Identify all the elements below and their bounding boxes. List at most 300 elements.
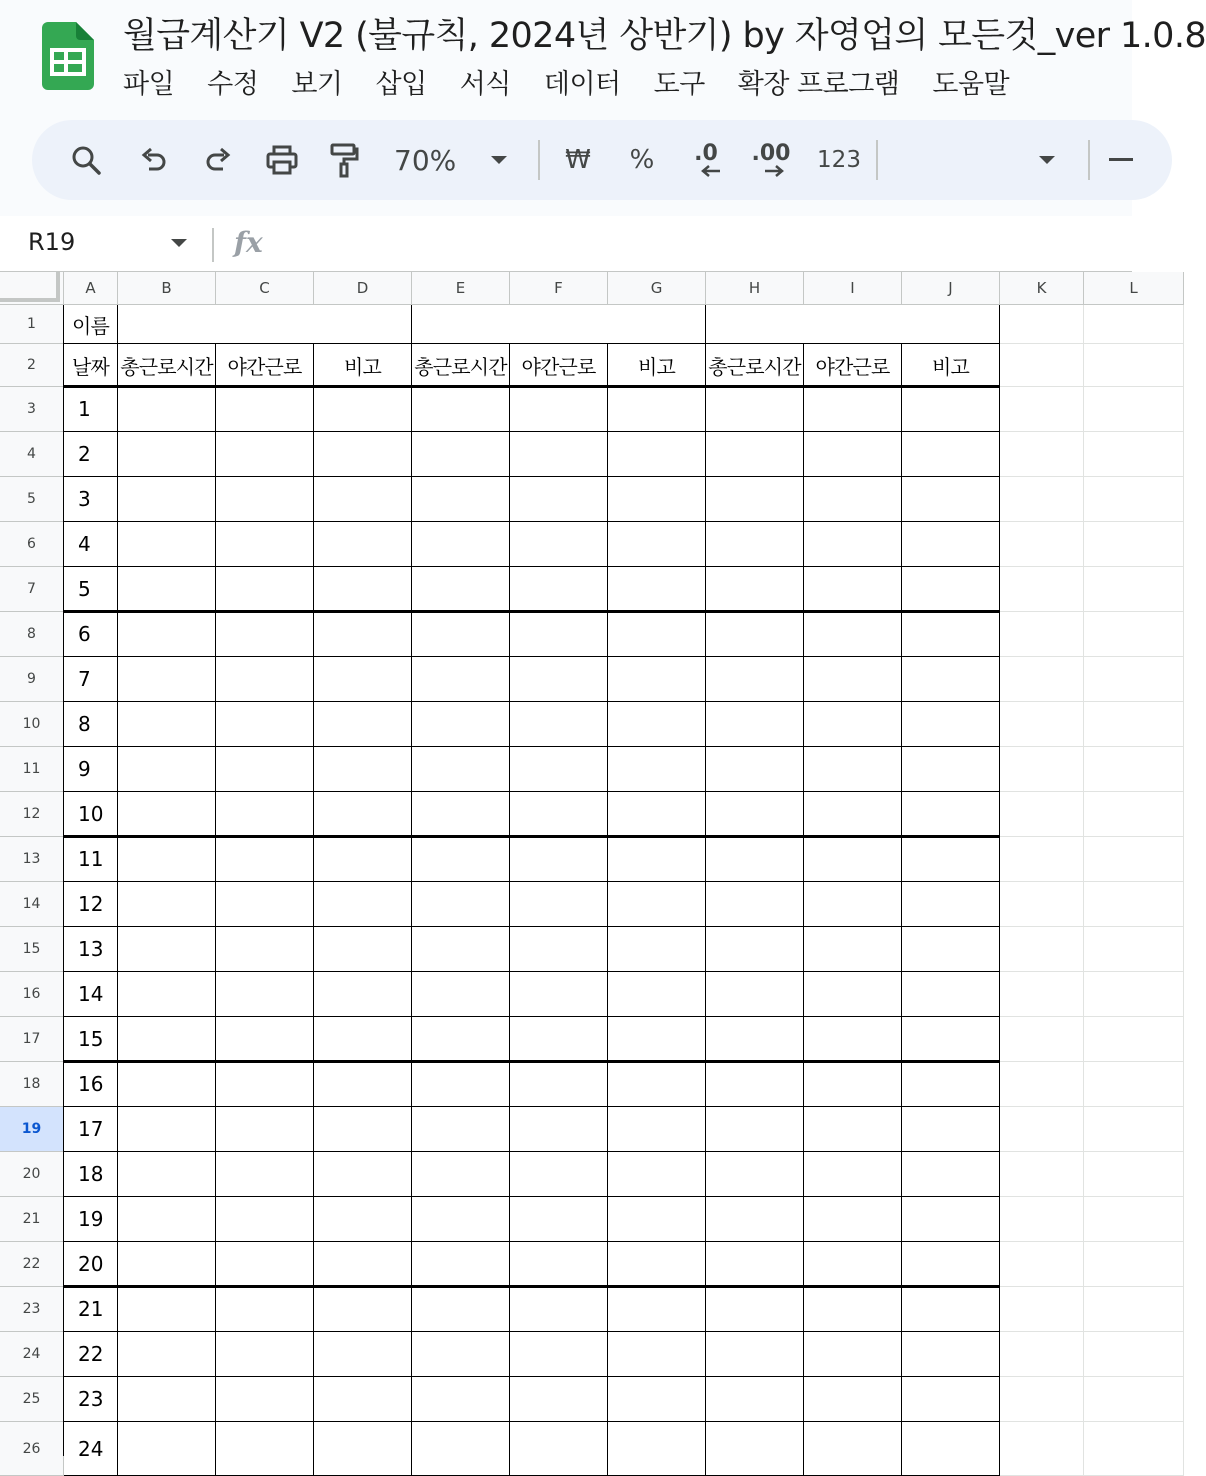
day-cell[interactable]: 5	[64, 567, 118, 612]
data-cell[interactable]	[608, 747, 706, 792]
row-header-5[interactable]: 5	[0, 477, 64, 522]
name-cell-group-1[interactable]	[118, 305, 412, 344]
row-header-25[interactable]: 25	[0, 1377, 64, 1422]
data-cell[interactable]	[216, 1377, 314, 1422]
cell-K3[interactable]	[1000, 387, 1084, 432]
data-cell[interactable]	[412, 972, 510, 1017]
data-cell[interactable]	[608, 477, 706, 522]
data-cell[interactable]	[706, 702, 804, 747]
day-cell[interactable]: 7	[64, 657, 118, 702]
menu-insert[interactable]: 삽입	[375, 69, 427, 100]
data-cell[interactable]	[314, 1242, 412, 1287]
data-cell[interactable]	[706, 567, 804, 612]
data-cell[interactable]	[118, 657, 216, 702]
row-header-9[interactable]: 9	[0, 657, 64, 702]
data-cell[interactable]	[706, 612, 804, 657]
row-header-17[interactable]: 17	[0, 1017, 64, 1062]
increase-decimal-button[interactable]: .00	[748, 120, 794, 200]
cell-K22[interactable]	[1000, 1242, 1084, 1287]
data-cell[interactable]	[118, 837, 216, 882]
data-cell[interactable]	[314, 972, 412, 1017]
cell-K13[interactable]	[1000, 837, 1084, 882]
undo-button[interactable]	[134, 120, 174, 200]
row-header-4[interactable]: 4	[0, 432, 64, 477]
cell-L14[interactable]	[1084, 882, 1184, 927]
column-header-i[interactable]: I	[804, 272, 902, 305]
data-cell[interactable]	[706, 1062, 804, 1107]
data-cell[interactable]	[118, 747, 216, 792]
data-cell[interactable]	[118, 1197, 216, 1242]
cell-K23[interactable]	[1000, 1287, 1084, 1332]
data-cell[interactable]	[902, 1332, 1000, 1377]
cell-L2[interactable]	[1084, 344, 1184, 387]
data-cell[interactable]	[510, 1332, 608, 1377]
data-cell[interactable]	[902, 612, 1000, 657]
row-header-11[interactable]: 11	[0, 747, 64, 792]
data-cell[interactable]	[608, 1287, 706, 1332]
zoom-select[interactable]	[394, 120, 524, 200]
data-cell[interactable]	[118, 792, 216, 837]
data-cell[interactable]	[216, 1422, 314, 1476]
data-cell[interactable]	[216, 1062, 314, 1107]
data-cell[interactable]	[608, 702, 706, 747]
cell-K20[interactable]	[1000, 1152, 1084, 1197]
row-header-6[interactable]: 6	[0, 522, 64, 567]
row-header-7[interactable]: 7	[0, 567, 64, 612]
column-header-h[interactable]: H	[706, 272, 804, 305]
cell-L6[interactable]	[1084, 522, 1184, 567]
cell-K11[interactable]	[1000, 747, 1084, 792]
cell-L12[interactable]	[1084, 792, 1184, 837]
data-cell[interactable]	[706, 387, 804, 432]
data-cell[interactable]	[314, 1107, 412, 1152]
percent-format-button[interactable]: %	[629, 145, 655, 175]
row-header-18[interactable]: 18	[0, 1062, 64, 1107]
data-cell[interactable]	[412, 1017, 510, 1062]
menu-file[interactable]: 파일	[123, 69, 175, 100]
data-cell[interactable]	[510, 972, 608, 1017]
data-cell[interactable]	[902, 1017, 1000, 1062]
data-cell[interactable]	[216, 522, 314, 567]
data-cell[interactable]	[804, 1062, 902, 1107]
data-cell[interactable]	[314, 567, 412, 612]
data-cell[interactable]	[804, 477, 902, 522]
data-cell[interactable]	[314, 522, 412, 567]
data-cell[interactable]	[510, 432, 608, 477]
cell-K15[interactable]	[1000, 927, 1084, 972]
data-cell[interactable]	[608, 387, 706, 432]
cell-L9[interactable]	[1084, 657, 1184, 702]
data-cell[interactable]	[804, 1377, 902, 1422]
cell-K1[interactable]	[1000, 305, 1084, 344]
cell-K17[interactable]	[1000, 1017, 1084, 1062]
data-cell[interactable]	[216, 432, 314, 477]
decrease-decimal-button[interactable]: .0	[684, 120, 728, 200]
data-cell[interactable]	[608, 972, 706, 1017]
cell-K6[interactable]	[1000, 522, 1084, 567]
data-cell[interactable]	[608, 1017, 706, 1062]
data-cell[interactable]	[412, 882, 510, 927]
data-cell[interactable]	[510, 837, 608, 882]
document-title[interactable]: 월급계산기 V2 (불규칙, 2024년 상반기) by 자영업의 모든것_ver 1.0.8	[123, 16, 1206, 56]
column-header-g[interactable]: G	[608, 272, 706, 305]
data-cell[interactable]	[510, 612, 608, 657]
menu-help[interactable]: 도움말	[932, 69, 1010, 100]
cell-K8[interactable]	[1000, 612, 1084, 657]
data-cell[interactable]	[510, 1377, 608, 1422]
data-cell[interactable]	[804, 567, 902, 612]
cell-K18[interactable]	[1000, 1062, 1084, 1107]
cell-K10[interactable]	[1000, 702, 1084, 747]
data-cell[interactable]	[804, 1422, 902, 1476]
data-cell[interactable]	[706, 1242, 804, 1287]
data-cell[interactable]	[216, 927, 314, 972]
data-cell[interactable]	[902, 792, 1000, 837]
data-cell[interactable]	[804, 702, 902, 747]
data-cell[interactable]	[608, 927, 706, 972]
data-cell[interactable]	[412, 1197, 510, 1242]
paint-format-button[interactable]	[326, 120, 362, 200]
data-cell[interactable]	[902, 1377, 1000, 1422]
data-cell[interactable]	[314, 1332, 412, 1377]
menu-data[interactable]: 데이터	[543, 69, 621, 100]
data-cell[interactable]	[608, 567, 706, 612]
day-cell[interactable]: 20	[64, 1242, 118, 1287]
data-cell[interactable]	[314, 1377, 412, 1422]
cell-L11[interactable]	[1084, 747, 1184, 792]
cell-L7[interactable]	[1084, 567, 1184, 612]
data-cell[interactable]	[314, 882, 412, 927]
cell-L13[interactable]	[1084, 837, 1184, 882]
row-header-16[interactable]: 16	[0, 972, 64, 1017]
name-cell-group-2[interactable]	[412, 305, 706, 344]
data-cell[interactable]	[804, 747, 902, 792]
day-cell[interactable]: 17	[64, 1107, 118, 1152]
data-cell[interactable]	[706, 432, 804, 477]
cell-L3[interactable]	[1084, 387, 1184, 432]
day-cell[interactable]: 15	[64, 1017, 118, 1062]
data-cell[interactable]	[902, 1107, 1000, 1152]
print-button[interactable]	[262, 120, 302, 200]
data-cell[interactable]	[608, 837, 706, 882]
data-cell[interactable]	[412, 1332, 510, 1377]
column-header-k[interactable]: K	[1000, 272, 1084, 305]
data-cell[interactable]	[608, 1242, 706, 1287]
data-cell[interactable]	[118, 882, 216, 927]
data-cell[interactable]	[118, 1107, 216, 1152]
data-cell[interactable]	[314, 1017, 412, 1062]
column-header-j[interactable]: J	[902, 272, 1000, 305]
data-cell[interactable]	[804, 792, 902, 837]
row-header-13[interactable]: 13	[0, 837, 64, 882]
data-cell[interactable]	[804, 1242, 902, 1287]
row-header-1[interactable]: 1	[0, 305, 64, 344]
data-cell[interactable]	[314, 387, 412, 432]
data-cell[interactable]	[118, 1152, 216, 1197]
data-cell[interactable]	[412, 1107, 510, 1152]
data-cell[interactable]	[902, 747, 1000, 792]
data-cell[interactable]	[216, 882, 314, 927]
data-cell[interactable]	[216, 1107, 314, 1152]
row-header-23[interactable]: 23	[0, 1287, 64, 1332]
data-cell[interactable]	[118, 1287, 216, 1332]
date-label[interactable]: 날짜	[64, 344, 118, 387]
data-cell[interactable]	[412, 1152, 510, 1197]
data-cell[interactable]	[510, 1197, 608, 1242]
column-header-f[interactable]: F	[510, 272, 608, 305]
data-cell[interactable]	[510, 882, 608, 927]
data-cell[interactable]	[902, 567, 1000, 612]
day-cell[interactable]: 3	[64, 477, 118, 522]
data-cell[interactable]	[902, 387, 1000, 432]
data-cell[interactable]	[510, 1017, 608, 1062]
data-cell[interactable]	[314, 477, 412, 522]
day-cell[interactable]: 24	[64, 1422, 118, 1476]
data-cell[interactable]	[510, 1422, 608, 1476]
data-cell[interactable]	[412, 387, 510, 432]
data-cell[interactable]	[216, 612, 314, 657]
data-cell[interactable]	[412, 657, 510, 702]
day-cell[interactable]: 22	[64, 1332, 118, 1377]
data-cell[interactable]	[216, 702, 314, 747]
data-cell[interactable]	[706, 882, 804, 927]
data-cell[interactable]	[510, 1062, 608, 1107]
data-cell[interactable]	[118, 1422, 216, 1476]
column-header-a[interactable]: A	[64, 272, 118, 305]
day-cell[interactable]: 21	[64, 1287, 118, 1332]
sheets-logo-icon[interactable]	[42, 22, 94, 90]
column-header-e[interactable]: E	[412, 272, 510, 305]
data-cell[interactable]	[118, 1017, 216, 1062]
row-header-2[interactable]: 2	[0, 344, 64, 387]
data-cell[interactable]	[314, 747, 412, 792]
data-cell[interactable]	[510, 1107, 608, 1152]
data-cell[interactable]	[706, 477, 804, 522]
data-cell[interactable]	[412, 837, 510, 882]
cell-K26[interactable]	[1000, 1422, 1084, 1476]
data-cell[interactable]	[314, 1422, 412, 1476]
menu-view[interactable]: 보기	[291, 69, 343, 100]
data-cell[interactable]	[314, 927, 412, 972]
data-cell[interactable]	[216, 747, 314, 792]
data-cell[interactable]	[706, 1107, 804, 1152]
data-cell[interactable]	[902, 657, 1000, 702]
data-cell[interactable]	[804, 882, 902, 927]
cell-K2[interactable]	[1000, 344, 1084, 387]
data-cell[interactable]	[608, 1422, 706, 1476]
data-cell[interactable]	[510, 747, 608, 792]
data-cell[interactable]	[706, 1332, 804, 1377]
data-cell[interactable]	[902, 1197, 1000, 1242]
data-cell[interactable]	[118, 612, 216, 657]
data-cell[interactable]	[216, 1197, 314, 1242]
total-hours-header[interactable]: 총근로시간	[412, 344, 510, 387]
cell-K21[interactable]	[1000, 1197, 1084, 1242]
data-cell[interactable]	[608, 432, 706, 477]
cell-L15[interactable]	[1084, 927, 1184, 972]
data-cell[interactable]	[216, 567, 314, 612]
total-hours-header[interactable]: 총근로시간	[706, 344, 804, 387]
cell-L17[interactable]	[1084, 1017, 1184, 1062]
data-cell[interactable]	[706, 1422, 804, 1476]
total-hours-header[interactable]: 총근로시간	[118, 344, 216, 387]
data-cell[interactable]	[412, 1242, 510, 1287]
cell-L25[interactable]	[1084, 1377, 1184, 1422]
data-cell[interactable]	[804, 522, 902, 567]
cell-L4[interactable]	[1084, 432, 1184, 477]
data-cell[interactable]	[608, 522, 706, 567]
data-cell[interactable]	[118, 1242, 216, 1287]
data-cell[interactable]	[804, 612, 902, 657]
day-cell[interactable]: 19	[64, 1197, 118, 1242]
data-cell[interactable]	[706, 837, 804, 882]
data-cell[interactable]	[902, 1062, 1000, 1107]
data-cell[interactable]	[412, 747, 510, 792]
more-formats-button[interactable]: 123	[817, 147, 861, 173]
data-cell[interactable]	[314, 1197, 412, 1242]
redo-button[interactable]	[198, 120, 238, 200]
night-work-header[interactable]: 야간근로	[804, 344, 902, 387]
menu-edit[interactable]: 수정	[207, 69, 259, 100]
day-cell[interactable]: 4	[64, 522, 118, 567]
data-cell[interactable]	[804, 1197, 902, 1242]
cell-L1[interactable]	[1084, 305, 1184, 344]
row-header-10[interactable]: 10	[0, 702, 64, 747]
data-cell[interactable]	[412, 1287, 510, 1332]
day-cell[interactable]: 16	[64, 1062, 118, 1107]
data-cell[interactable]	[510, 477, 608, 522]
night-work-header[interactable]: 야간근로	[510, 344, 608, 387]
data-cell[interactable]	[608, 882, 706, 927]
cell-K12[interactable]	[1000, 792, 1084, 837]
data-cell[interactable]	[706, 1287, 804, 1332]
formula-input[interactable]	[280, 224, 1120, 264]
data-cell[interactable]	[902, 1287, 1000, 1332]
data-cell[interactable]	[608, 657, 706, 702]
data-cell[interactable]	[804, 972, 902, 1017]
data-cell[interactable]	[510, 1152, 608, 1197]
data-cell[interactable]	[706, 1197, 804, 1242]
data-cell[interactable]	[706, 1377, 804, 1422]
menu-tools[interactable]: 도구	[653, 69, 705, 100]
cell-L20[interactable]	[1084, 1152, 1184, 1197]
data-cell[interactable]	[412, 927, 510, 972]
data-cell[interactable]	[608, 792, 706, 837]
data-cell[interactable]	[902, 477, 1000, 522]
data-cell[interactable]	[510, 1242, 608, 1287]
data-cell[interactable]	[902, 972, 1000, 1017]
data-cell[interactable]	[608, 1332, 706, 1377]
data-cell[interactable]	[314, 612, 412, 657]
cell-L21[interactable]	[1084, 1197, 1184, 1242]
data-cell[interactable]	[804, 387, 902, 432]
cell-K19[interactable]	[1000, 1107, 1084, 1152]
data-cell[interactable]	[706, 792, 804, 837]
row-header-19[interactable]: 19	[0, 1107, 64, 1152]
name-label[interactable]: 이름	[64, 305, 118, 344]
row-header-24[interactable]: 24	[0, 1332, 64, 1377]
data-cell[interactable]	[118, 972, 216, 1017]
sheet-grid[interactable]	[0, 272, 1138, 1461]
data-cell[interactable]	[804, 657, 902, 702]
data-cell[interactable]	[608, 1152, 706, 1197]
data-cell[interactable]	[216, 477, 314, 522]
column-header-d[interactable]: D	[314, 272, 412, 305]
cell-K25[interactable]	[1000, 1377, 1084, 1422]
data-cell[interactable]	[412, 792, 510, 837]
data-cell[interactable]	[118, 702, 216, 747]
data-cell[interactable]	[314, 432, 412, 477]
data-cell[interactable]	[314, 792, 412, 837]
day-cell[interactable]: 13	[64, 927, 118, 972]
cell-L16[interactable]	[1084, 972, 1184, 1017]
data-cell[interactable]	[804, 1017, 902, 1062]
data-cell[interactable]	[804, 1152, 902, 1197]
data-cell[interactable]	[412, 1422, 510, 1476]
data-cell[interactable]	[118, 432, 216, 477]
data-cell[interactable]	[412, 522, 510, 567]
remarks-header[interactable]: 비고	[902, 344, 1000, 387]
chevron-down-icon[interactable]	[170, 238, 188, 248]
data-cell[interactable]	[608, 1197, 706, 1242]
data-cell[interactable]	[706, 927, 804, 972]
column-header-c[interactable]: C	[216, 272, 314, 305]
data-cell[interactable]	[314, 1287, 412, 1332]
data-cell[interactable]	[412, 612, 510, 657]
data-cell[interactable]	[510, 927, 608, 972]
data-cell[interactable]	[804, 837, 902, 882]
freeze-handle[interactable]	[0, 272, 60, 302]
data-cell[interactable]	[804, 1107, 902, 1152]
data-cell[interactable]	[608, 1377, 706, 1422]
row-header-3[interactable]: 3	[0, 387, 64, 432]
cell-L26[interactable]	[1084, 1422, 1184, 1476]
data-cell[interactable]	[510, 702, 608, 747]
data-cell[interactable]	[706, 522, 804, 567]
column-header-b[interactable]: B	[118, 272, 216, 305]
data-cell[interactable]	[510, 792, 608, 837]
data-cell[interactable]	[902, 1152, 1000, 1197]
data-cell[interactable]	[314, 657, 412, 702]
cell-L5[interactable]	[1084, 477, 1184, 522]
remarks-header[interactable]: 비고	[314, 344, 412, 387]
data-cell[interactable]	[706, 972, 804, 1017]
day-cell[interactable]: 14	[64, 972, 118, 1017]
font-select[interactable]	[1022, 120, 1072, 200]
data-cell[interactable]	[118, 477, 216, 522]
data-cell[interactable]	[216, 1287, 314, 1332]
day-cell[interactable]: 11	[64, 837, 118, 882]
data-cell[interactable]	[510, 387, 608, 432]
day-cell[interactable]: 10	[64, 792, 118, 837]
select-all-corner[interactable]	[0, 272, 64, 305]
data-cell[interactable]	[608, 612, 706, 657]
data-cell[interactable]	[804, 1332, 902, 1377]
data-cell[interactable]	[902, 1242, 1000, 1287]
cell-K16[interactable]	[1000, 972, 1084, 1017]
data-cell[interactable]	[902, 882, 1000, 927]
data-cell[interactable]	[216, 387, 314, 432]
column-header-l[interactable]: L	[1084, 272, 1184, 305]
data-cell[interactable]	[314, 702, 412, 747]
day-cell[interactable]: 6	[64, 612, 118, 657]
row-header-12[interactable]: 12	[0, 792, 64, 837]
data-cell[interactable]	[216, 1152, 314, 1197]
data-cell[interactable]	[314, 1062, 412, 1107]
cell-L23[interactable]	[1084, 1287, 1184, 1332]
row-header-14[interactable]: 14	[0, 882, 64, 927]
data-cell[interactable]	[216, 837, 314, 882]
